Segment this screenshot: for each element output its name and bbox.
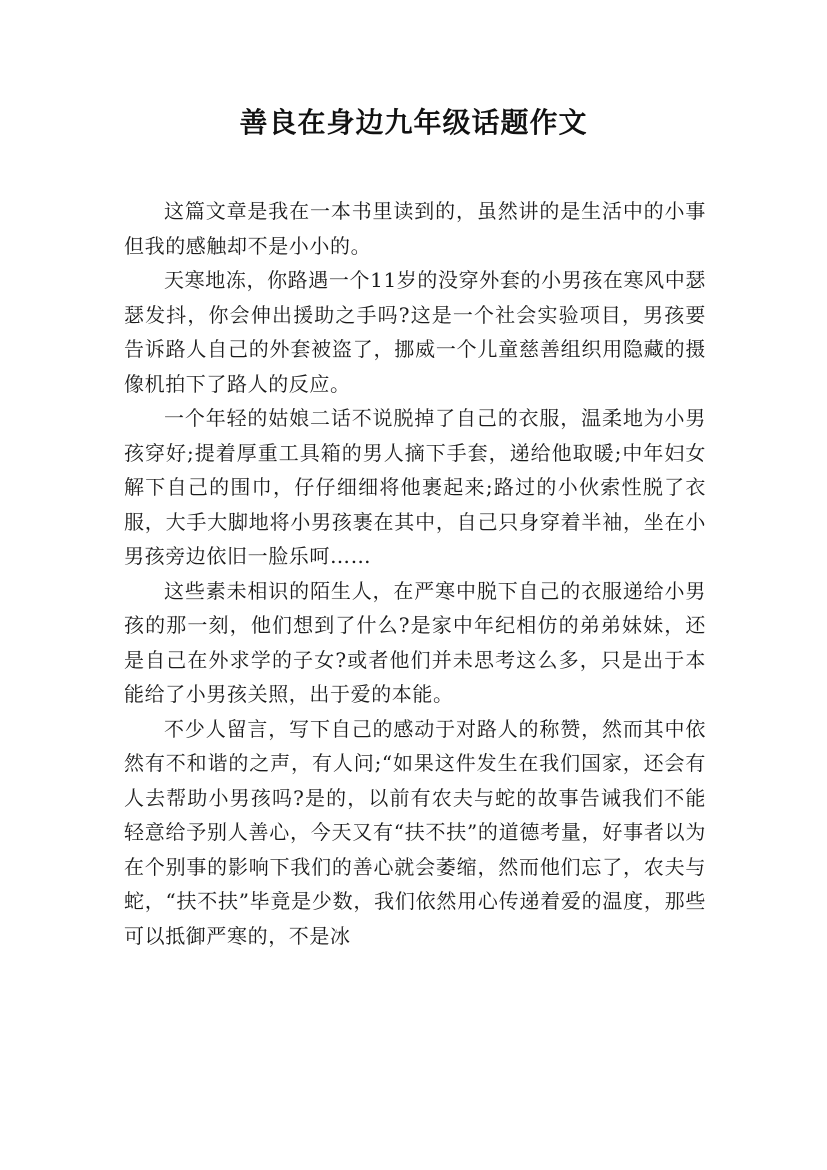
document-body bbox=[124, 194, 706, 953]
paragraph-5: 不少人留言，写下自己的感动于对路人的称赞，然而其中依然有不和谐的之声，有人问;“如果这件发生在我们国家，还会有人去帮助小男孩吗?是的，以前有农夫与蛇的故事告诫我们不能轻意给予别人善心，今天又有“扶不扶”的道德考量，好事者以为在个别事的影响下我们的善心就会萎缩，然而他们忘了，农夫与蛇，“扶不扶”毕竟是少数，我们依然用心传递着爱的温度，那些可以抵御严寒的，不是冰 bbox=[124, 716, 706, 948]
paragraph-1: 这篇文章是我在一本书里读到的，虽然讲的是生活中的小事但我的感触却不是小小的。 bbox=[124, 199, 706, 258]
paragraph-2: 天寒地冻，你路遇一个11岁的没穿外套的小男孩在寒风中瑟瑟发抖，你会伸出援助之手吗?这是一个社会实验项目，男孩要告诉路人自己的外套被盗了，挪威一个儿童慈善组织用隐藏的摄像机拍下了路人的反应。 bbox=[124, 268, 706, 396]
document-title: 善良在身边九年级话题作文 bbox=[239, 106, 588, 139]
paragraph-4: 这些素未相识的陌生人，在严寒中脱下自己的衣服递给小男孩的那一刻，他们想到了什么?是家中年纪相仿的弟弟妹妹，还是自己在外求学的子女?或者他们并未思考这么多，只是出于本能给了小男孩关照，出于爱的本能。 bbox=[124, 578, 706, 706]
paragraph-3: 一个年轻的姑娘二话不说脱掉了自己的衣服，温柔地为小男孩穿好;提着厚重工具箱的男人摘下手套，递给他取暖;中年妇女解下自己的围巾，仔仔细细将他裹起来;路过的小伙索性脱了衣服，大手大脚地将小男孩裹在其中，自己只身穿着半袖，坐在小男孩旁边依旧一脸乐呵…… bbox=[124, 406, 706, 568]
